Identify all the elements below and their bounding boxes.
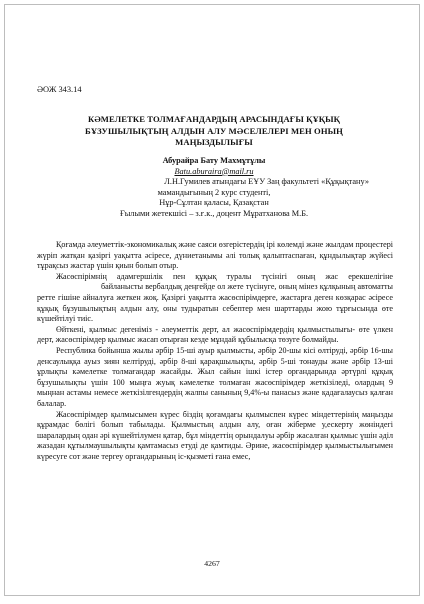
paragraph-text: вербалдық деңгейде ол жете түсінуге, оның мінез құлқының автоматты ретте гішіне айналуға жеткен жоқ. Қазіргі уақытта жасөспірімдерге, жастарға деген көзқарас әсіресе құқық бұзушылықтың алдын алу, оны тудыратын себептер мен шарттарды жою тұрғысында өте күшейтілуі тиіс. [37,282,393,324]
author-block [45,156,383,220]
paragraph-text: Жасөспірімнің адамгершілік пен құқық туралы түсінігі оның жас ерекшелігіне [56,271,393,281]
author-affiliation: Нұр-Сұлтан қаласы, Қазақстан [159,198,269,208]
author-email[interactable]: Batu.aburaira@mail.ru [174,166,254,176]
paragraph: Республика бойынша жылы әрбір 15-ші ауыр қылмысты, әрбір 20-шы кісі өлтіруді, әрбір 16-шы денсаулыққа ауыз зиян келтіруді, әрбір 8-ші қарақшылықты, әрбір 5-ші тонауды және әрбір 13-ші ұрлықты кәмелетке толмағандар жасайды. Жыл сайын ішкі істер органдарында әртүрлі құқық бұзушылықты үшін 100 мыңға жуық кәмелетке толмаған жасөспірімдер жеткізіледі, олардың 9 мыңнан астамы немесе жеткізілгендердің жалпы санының 9,4%-ы панасыз және қадағалаусыз қалған балалар. [37,345,393,408]
paragraph [37,272,393,325]
title-line: КӘМЕЛЕТКЕ ТОЛМАҒАНДАРДЫҢ АРАСЫНДАҒЫ ҚҰҚЫҚ [88,114,340,124]
paragraph-text: байланысты [101,282,144,292]
author-affiliation: Л.Н.Гумилев атындағы ЕҰУ Заң факультеті «Құқықтану» [164,177,369,187]
author-affiliation: мамандығының 2 курс студенті, [157,187,271,197]
document-page [4,4,420,596]
paragraph: Жасөспірімдер қылмысымен күрес біздің қоғамдағы қылмыспен күрес міндеттерінің маңызды құрамдас бөлігі болып табылады. Қылмыстың алдын алу, оған жіберме у,ескерту жөніндегі шаралардың одан әрі күшейтілумен қатар, бұл міндеттің орындалуы әрбір жасалған қылмыс үшін әділ жазадан құтылмаушылықты қамтамасыз етуді де қамтиды. Әрине, жасөспірімдер қылмыстылығымен күресуге сот және тергеу органдарының іс-қызметі ғана емес, [37,409,393,461]
udc-code: ӘОЖ 343.14 [37,85,82,94]
author-name: Абурайра Бату Махмұтұлы [162,156,266,165]
paragraph: Өйткені, қылмыс дегеніміз - әлеуметтік дерт, ал жасөспірімдердің қылмыстылығы- өте үлкен дерт, жасөспірімдер қылмыс жасап отырған кезде мұндай құбылысқа төзуге болмайды. [37,324,393,345]
title-line: МАҢЫЗДЫЛЫҒЫ [175,137,253,148]
author-supervisor: Ғылыми жетекшісі – з.ғ.к., доцент Мұратханова М.Б. [119,208,309,218]
paragraph: Қоғамда әлеуметтік-экономикалық және саяси өзгерістердің ірі көлемді және жылдам процестері жүріп жатқан қазіргі уақытта әсіресе, дүниетанымы әлі толық қалыптаспаған, құндылықтар жүйесі тұрақсыз жастар үшін қиын болып отыр. [37,240,393,271]
article-title [45,114,383,149]
page-number: 4267 [204,559,220,568]
article-body [37,240,393,462]
title-line: БҰЗУШЫЛЫҚТЫҢ АЛДЫН АЛУ МӘСЕЛЕЛЕРІ МЕН ОНЫҢ [85,125,343,136]
